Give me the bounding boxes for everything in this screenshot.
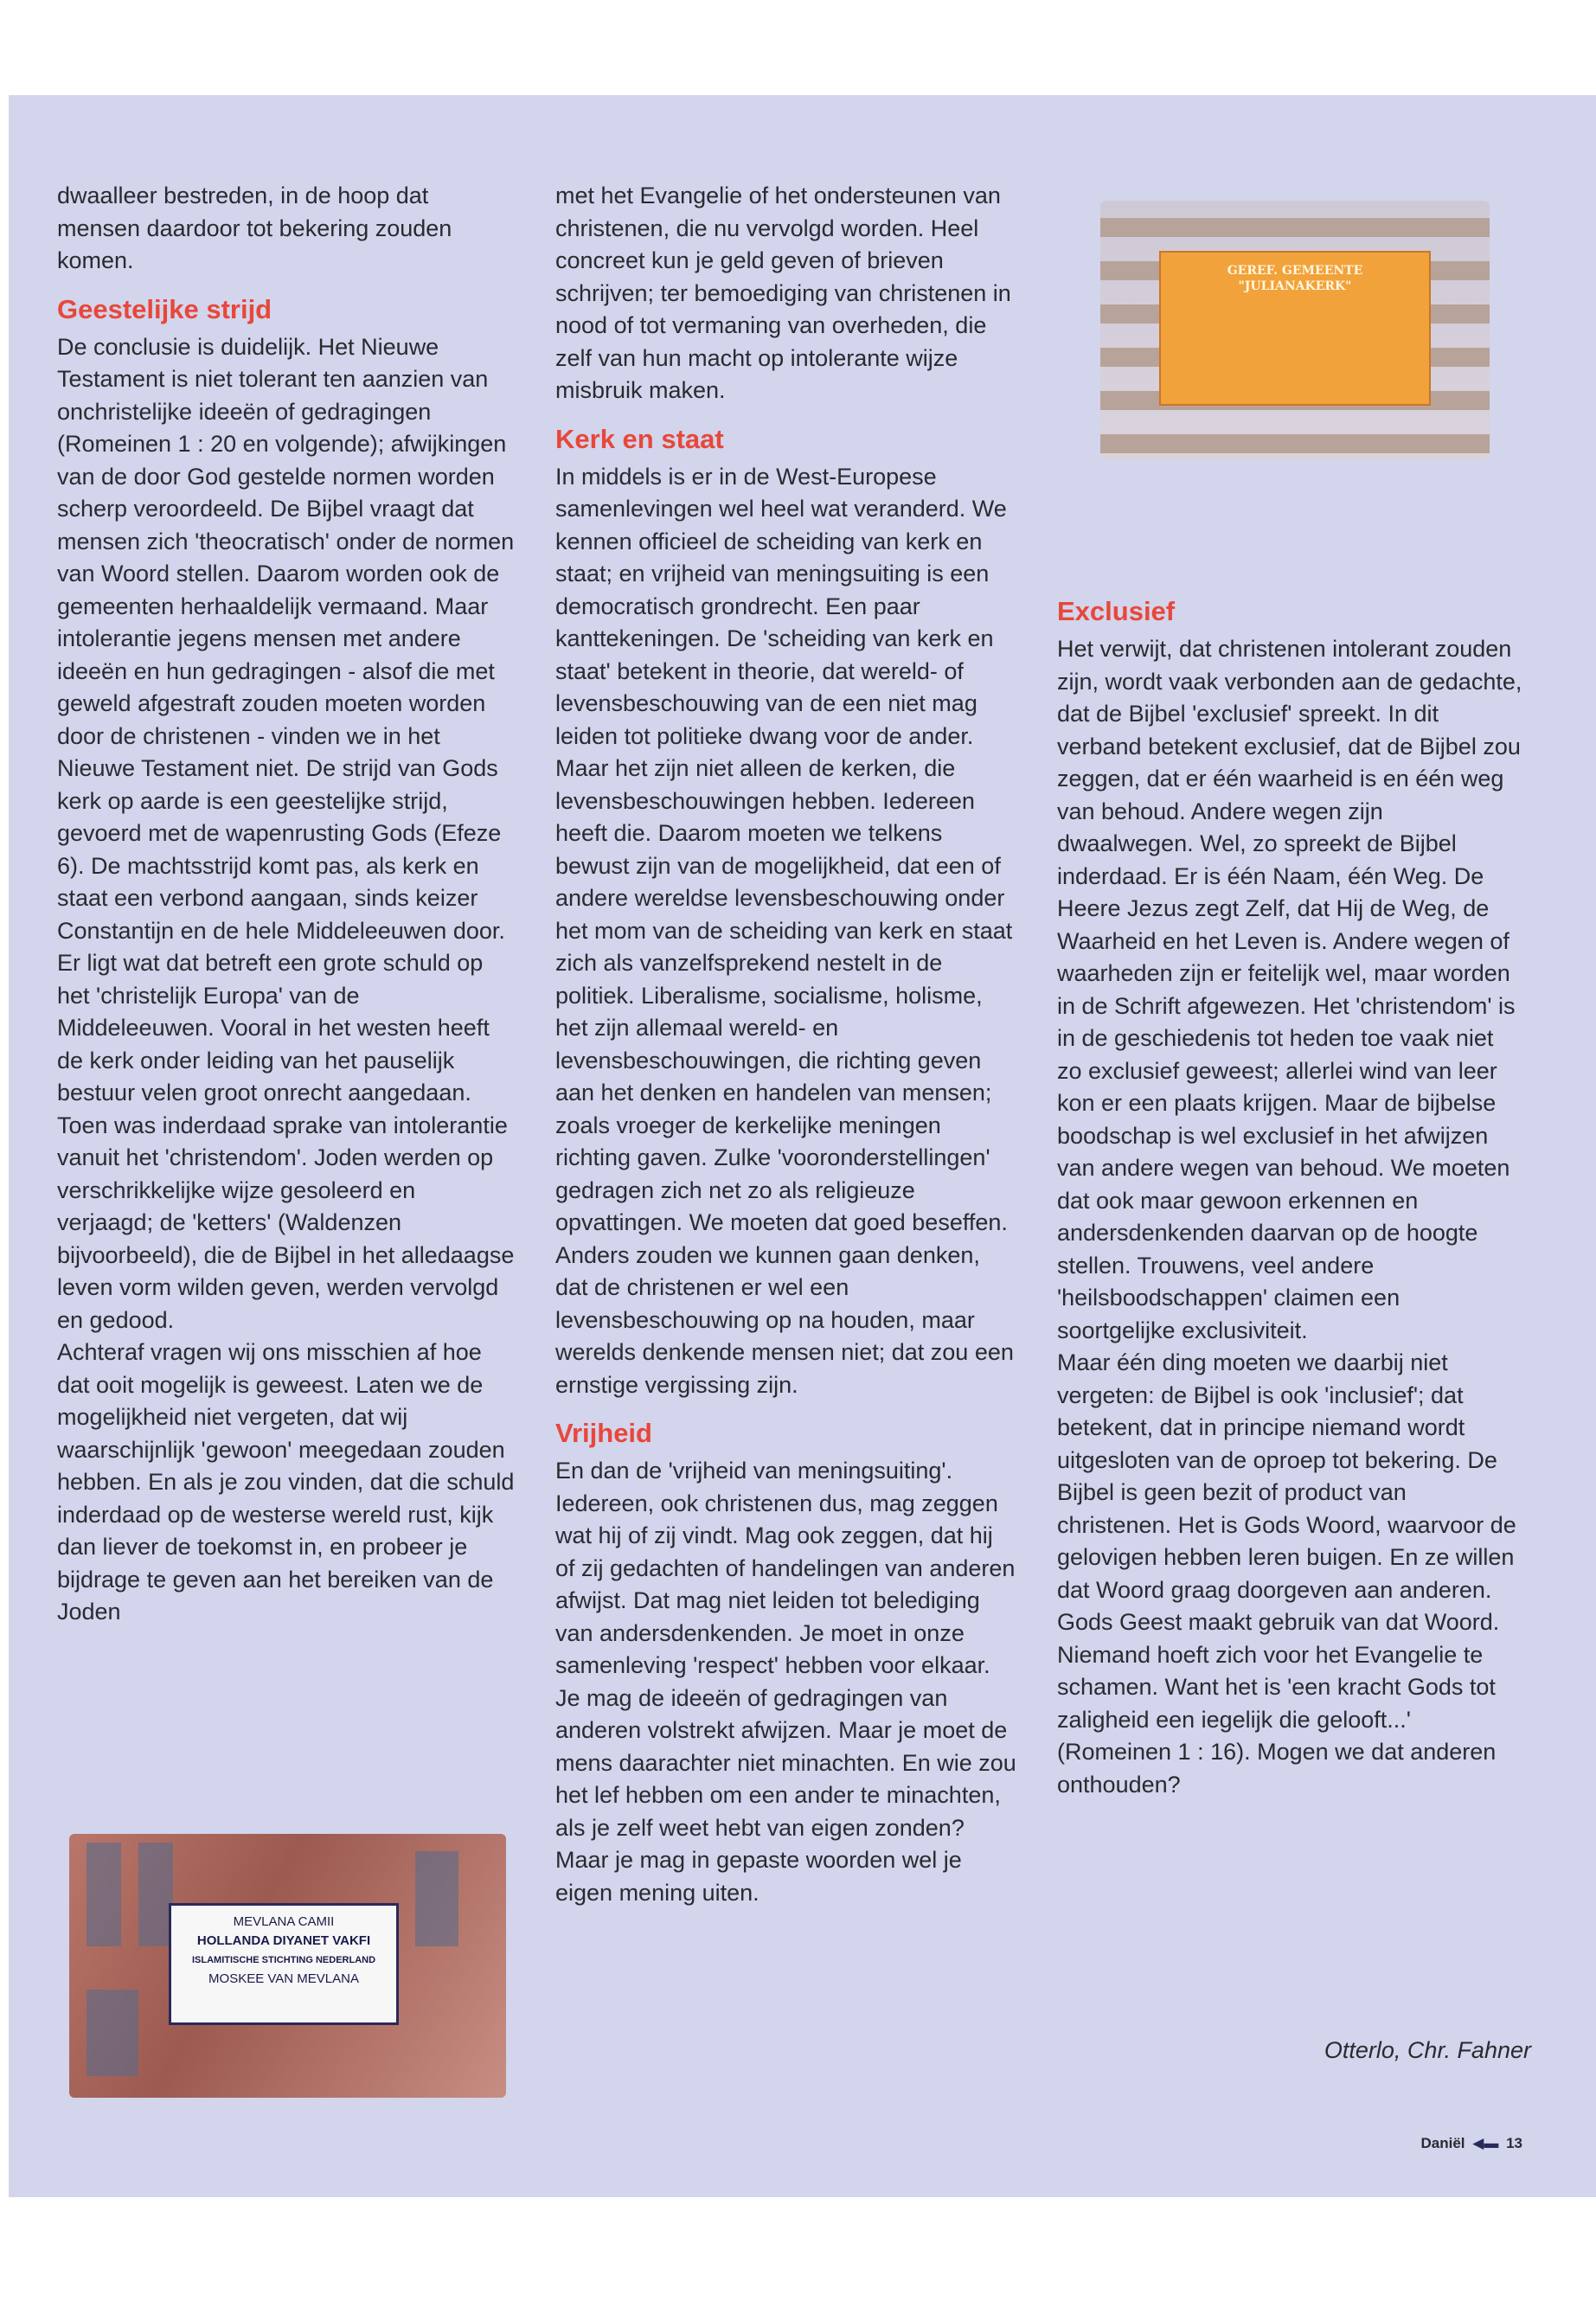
column-right	[1057, 595, 1524, 1801]
heading-vrijheid: Vrijheid	[555, 1418, 652, 1448]
col3-paragraph-1: Het verwijt, dat christenen intolerant zouden zijn, wordt vaak verbonden aan de gedachte, dat de Bijbel 'exclusief' spreekt. In dit verband betekent exclusief, dat de Bijbel zou zeggen, dat er één waarheid is en één weg van behoud. Andere wegen zijn dwaalwegen. Wel, zo spreekt de Bijbel inderdaad. Er is één Naam, één Weg. De Heere Jezus zegt Zelf, dat Hij de Weg, de Waarheid en het Leven is. Andere wegen of waarheden zijn er feitelijk wel, maar worden in de Schrift afgewezen. Het 'christendom' is in de geschiedenis tot heden toe vaak niet zo exclusief geweest; allerlei wind van leer kon er een plaats krijgen. Maar de bijbelse boodschap is wel exclusief in het afwijzen van andere wegen van behoud. We moeten dat ook maar gewoon erkennen en andersdenkenden daarvan op de hoogte stellen. Trouwens, veel andere 'heilsboodschappen' claimen een soortgelijke exclusiviteit.	[1057, 636, 1522, 1343]
col2-paragraph-2: En dan de 'vrijheid van meningsuiting'. Iedereen, ook christenen dus, mag zeggen wat hij of zij vindt. Mag ook zeggen, dat hij of zij gedachten of handelingen van anderen afwijst. Dat mag niet leiden tot belediging van andersdenkenden. Je moet in onze samenleving 'respect' hebben voor elkaar. Je mag de ideeën of gedragingen van anderen volstrekt afwijzen. Maar je moet de mens daarachter niet minachten. En wie zou het lef hebben om een ander te minachten, als je zelf weet hebt van eigen zonden? Maar je mag in gepaste woorden wel je eigen mening uiten.	[555, 1458, 1016, 1906]
col1-paragraph-1: De conclusie is duidelijk. Het Nieuwe Testament is niet tolerant ten aanzien van onchristelijke ideeën of gedragingen (Romeinen 1 : 20 en volgende); afwijkingen van de door God gestelde normen worden scherp veroordeeld. De Bijbel vraagt dat mensen zich 'theocratisch' onder de normen van Woord stellen. Daarom worden ook de gemeenten herhaaldelijk vermaand. Maar intolerantie jegens mensen met andere ideeën en hun gedragingen - alsof die met geweld afgestraft zouden moeten worden door de christenen - vinden we in het Nieuwe Testament niet. De strijd van Gods kerk op aarde is een geestelijke strijd, gevoerd met de wapenrusting Gods (Efeze 6). De machtsstrijd komt pas, als kerk en staat een verbond aangaan, sinds keizer Constantijn en de hele Middeleeuwen door.	[57, 333, 515, 944]
column-middle	[555, 180, 1018, 1909]
church-sign-photo	[1100, 201, 1490, 460]
column-left	[57, 180, 516, 1629]
mosque-sign: MEVLANA CAMII HOLLANDA DIYANET VAKFI ISLAMITISCHE STICHTING NEDERLAND MOSKEE VAN MEVLANA	[169, 1903, 399, 2025]
magazine-page	[9, 95, 1596, 2197]
church-sign: GEREF. GEMEENTE "JULIANAKERK"	[1159, 251, 1431, 406]
heading-geestelijke-strijd: Geestelijke strijd	[57, 293, 272, 324]
mosque-sign-photo	[69, 1834, 506, 2098]
col3-paragraph-2: Maar één ding moeten we daarbij niet vergeten: de Bijbel is ook 'inclusief'; dat betekent, dat in principe niemand wordt uitgesloten van de oproep tot bekering. De Bijbel is geen bezit of product van christenen. Het is Gods Woord, waarvoor de gelovigen hebben leren buigen. En ze willen dat Woord graag doorgeven aan anderen. Gods Geest maakt gebruik van dat Woord. Niemand hoeft zich voor het Evangelie te schamen. Want het is 'een kracht Gods tot zaligheid een iegelijk die gelooft...' (Romeinen 1 : 16). Mogen we dat anderen onthouden?	[1057, 1349, 1516, 1798]
author-signature: Otterlo, Chr. Fahner	[1324, 2037, 1531, 2063]
heading-kerk-en-staat: Kerk en staat	[555, 423, 724, 454]
col1-paragraph-2: Er ligt wat dat betreft een grote schuld op het 'christelijk Europa' van de Middeleeuwen. Vooral in het westen heeft de kerk onder leiding van het pauselijk bestuur velen groot onrecht aangedaan. Toen was inderdaad sprake van intolerantie vanuit het 'christendom'. Joden werden op verschrikkelijke wijze gesoleerd en verjaagd; de 'ketters' (Waldenzen bijvoorbeeld), die de Bijbel in het alledaagse leven vorm wilden geven, werden vervolgd en gedood.	[57, 950, 515, 1333]
page-number: 13	[1506, 2135, 1522, 2151]
magazine-name: Daniël	[1420, 2135, 1465, 2151]
col2-paragraph-1: In middels is er in de West-Europese samenlevingen wel heel wat veranderd. We kennen officieel de scheiding van kerk en staat; en vrijheid van meningsuiting is een democratisch grondrecht. Een paar kanttekeningen. De 'scheiding van kerk en staat' betekent in theorie, dat wereld- of levensbeschouwing van de een niet mag leiden tot politieke dwang voor de ander. Maar het zijn niet alleen de kerken, die levensbeschouwingen hebben. Iedereen heeft die. Daarom moeten we telkens bewust zijn van de mogelijkheid, dat een of andere wereldse levensbeschouwing onder het mom van de scheiding van kerk en staat zich als vanzelfsprekend nestelt in de politiek. Liberalisme, socialisme, holisme, het zijn allemaal wereld- en levensbeschouwingen, die richting geven aan het denken en handelen van mensen; zoals vroeger de kerkelijke meningen richting gaven. Zulke 'vooronderstellingen' gedragen zich net zo als religieuze opvattingen. We moeten dat goed beseffen. Anders zouden we kunnen gaan denken, dat de christenen er wel een levensbeschouwing op na houden, maar werelds denkende mensen niet; dat zou een ernstige vergissing zijn.	[555, 463, 1014, 1398]
col2-intro: met het Evangelie of het ondersteunen van christenen, die nu vervolgd worden. Heel concreet kun je geld geven of brieven schrijven; ter bemoediging van christenen in nood of tot vermaning van overheden, die zelf van hun macht op intolerante wijze misbruik maken.	[555, 183, 1011, 403]
col1-intro: dwaalleer bestreden, in de hoop dat mensen daardoor tot bekering zouden komen.	[57, 183, 452, 273]
heading-exclusief: Exclusief	[1057, 596, 1176, 626]
arrow-left-icon: ◀▬	[1472, 2135, 1499, 2151]
page-footer	[1393, 2135, 1522, 2152]
col1-paragraph-3: Achteraf vragen wij ons misschien af hoe dat ooit mogelijk is geweest. Laten we de mogelijkheid niet vergeten, dat wij waarschijnlijk 'gewoon' meegedaan zouden hebben. En als je zou vinden, dat die schuld inderdaad op de westerse wereld rust, kijk dan liever de toekomst in, en probeer je bijdrage te geven aan het bereiken van de Joden	[57, 1339, 515, 1625]
